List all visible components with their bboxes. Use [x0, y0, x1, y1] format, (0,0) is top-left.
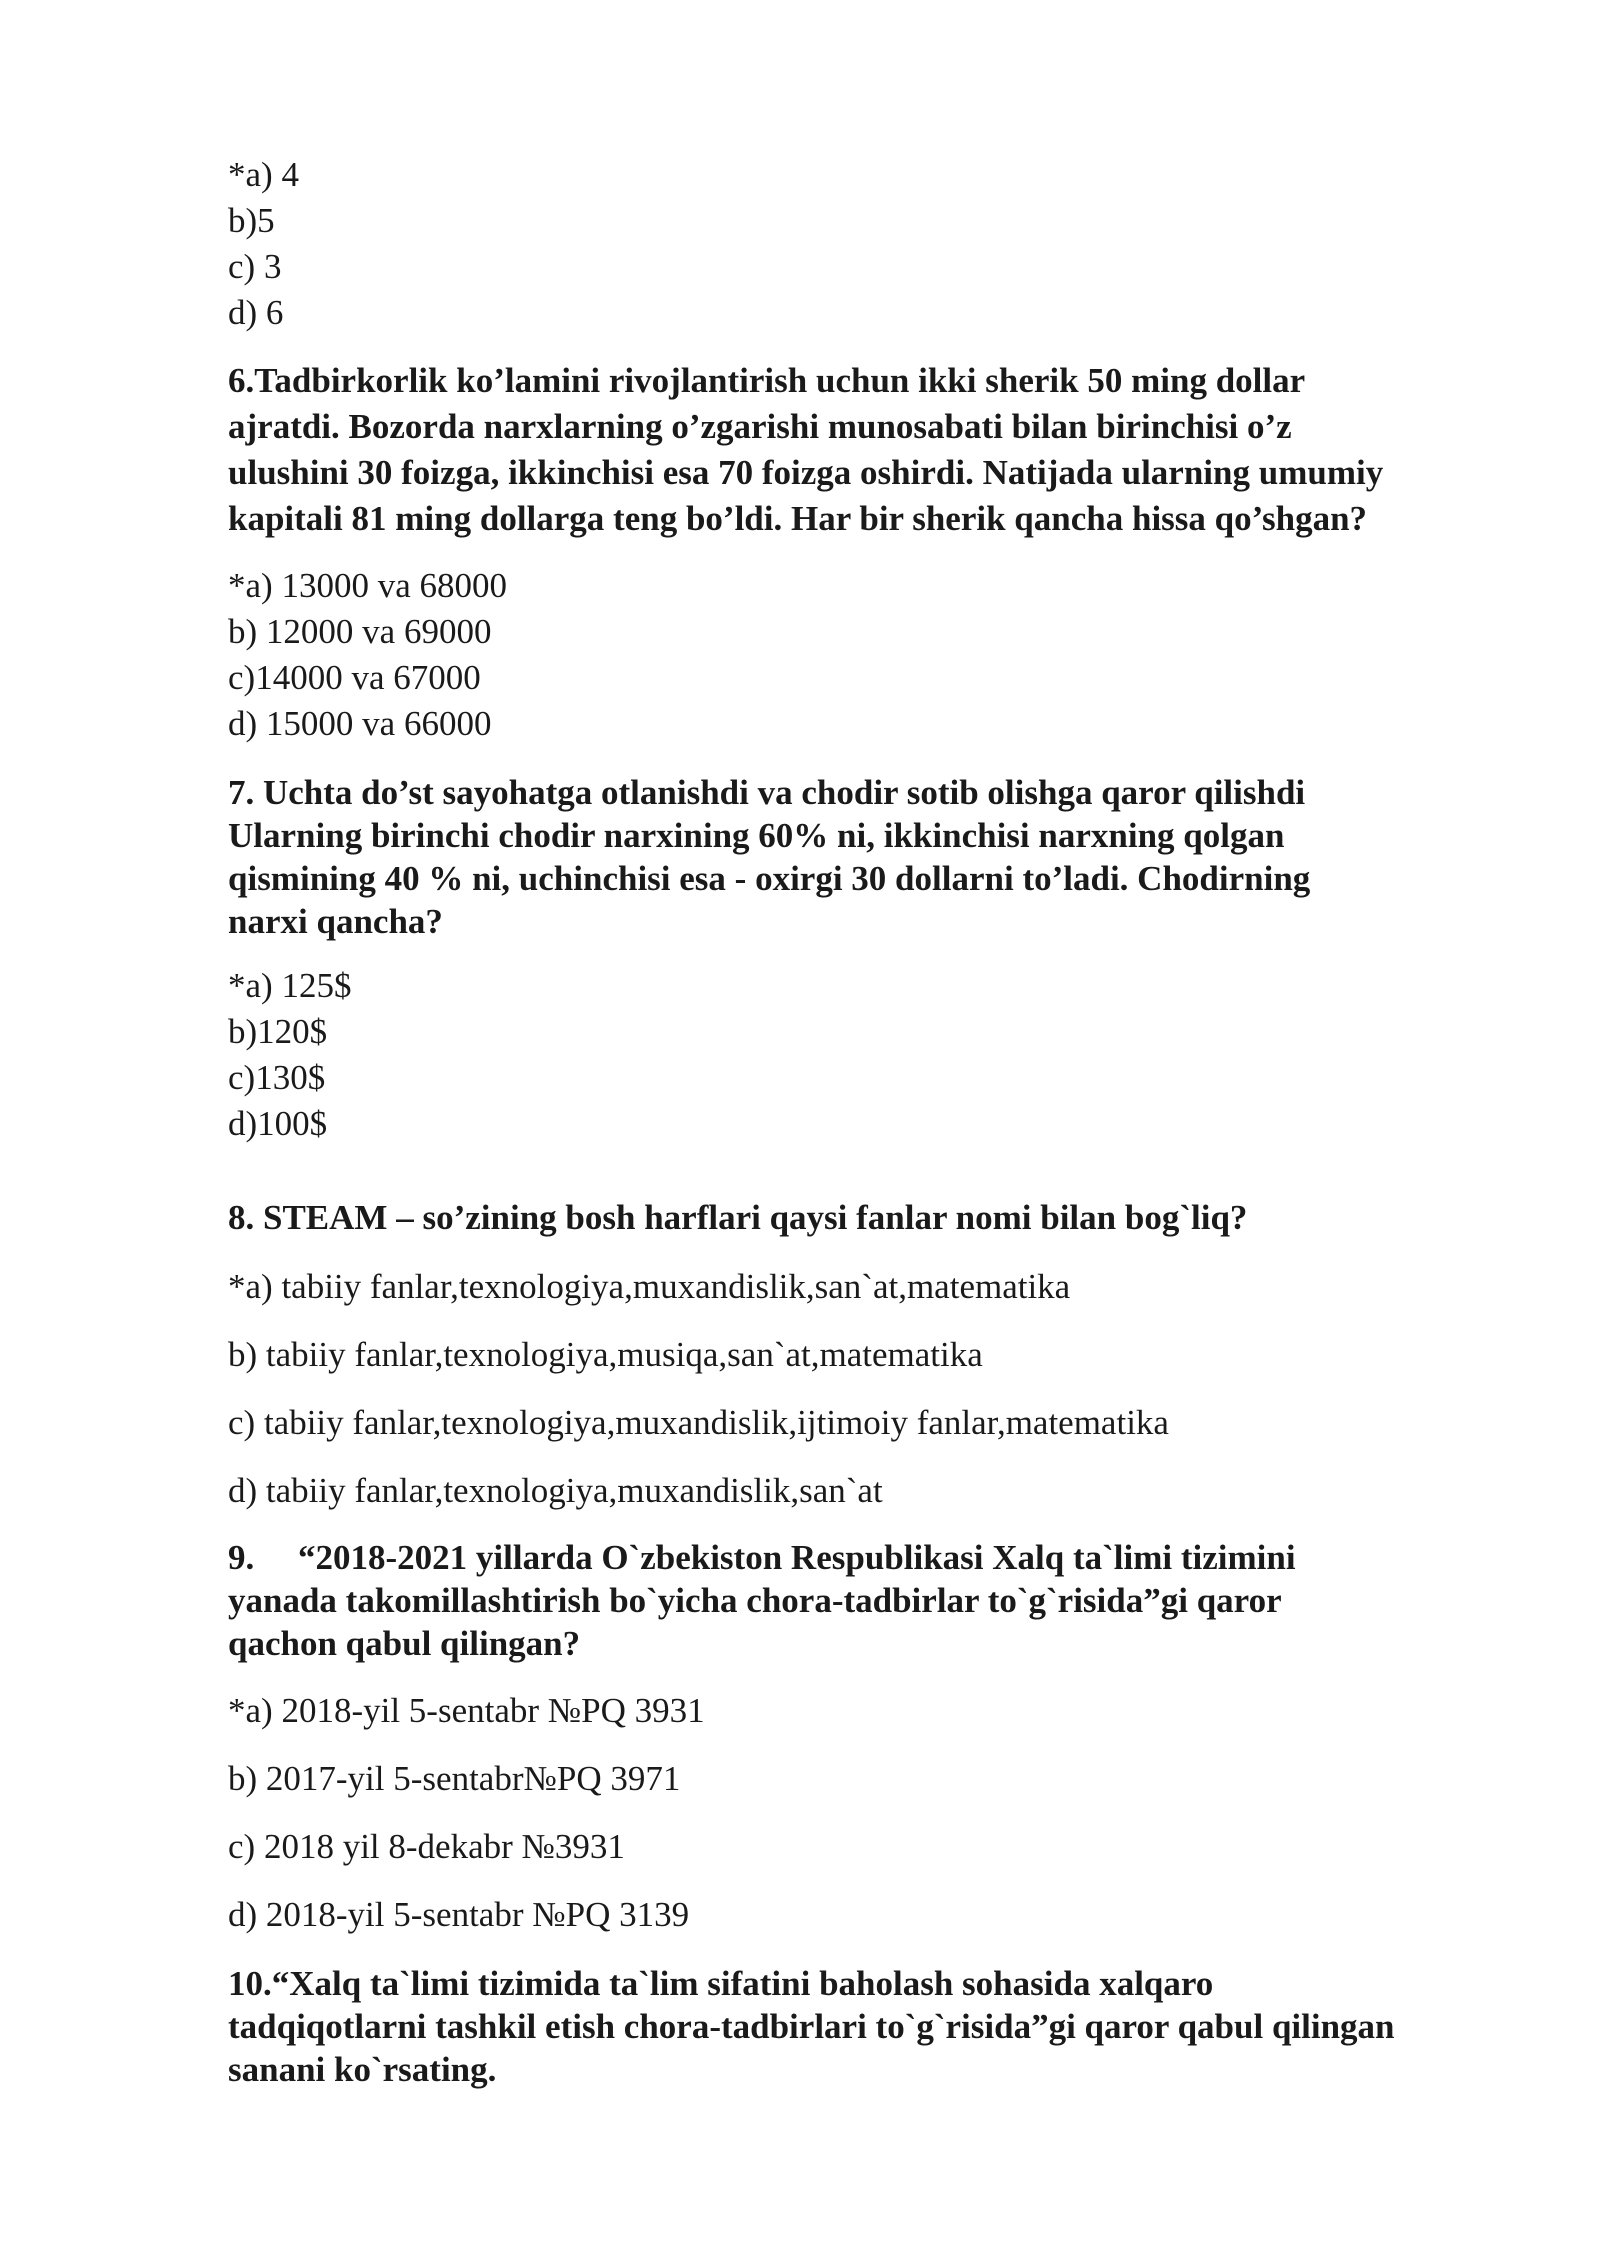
- q6-text-line: 6.Tadbirkorlik ko’lamini rivojlantirish uchun ikki sherik 50 ming dollar: [228, 361, 1306, 400]
- q7-option-d: d)100$: [228, 1104, 328, 1143]
- q9-text-line: qachon qabul qilingan?: [228, 1624, 581, 1663]
- q5-option-a: *a) 4: [228, 155, 299, 194]
- q9-option-b: b) 2017-yil 5-sentabr№PQ 3971: [228, 1759, 681, 1798]
- q9-text-line: [228, 1535, 1296, 1581]
- q10-text-line: 10.“Xalq ta`limi tizimida ta`lim sifatini baholash sohasida xalqaro: [228, 1964, 1214, 2003]
- q7-text-line: Ularning birinchi chodir narxining 60% ni, ikkinchisi narxning qolgan: [228, 816, 1285, 855]
- q5-option-c: c) 3: [228, 247, 282, 286]
- q6-text-line: ajratdi. Bozorda narxlarning o’zgarishi munosabati bilan birinchisi o’z: [228, 407, 1292, 446]
- q10-text-line: tadqiqotlarni tashkil etish chora-tadbirlari to`g`risida”gi qaror qabul qilingan: [228, 2007, 1395, 2046]
- q8-text-line: 8. STEAM – so’zining bosh harflari qaysi fanlar nomi bilan bog`liq?: [228, 1198, 1248, 1237]
- q9-option-a: *a) 2018-yil 5-sentabr №PQ 3931: [228, 1691, 705, 1730]
- q9-option-d: d) 2018-yil 5-sentabr №PQ 3139: [228, 1895, 690, 1934]
- q5-option-d: d) 6: [228, 293, 284, 332]
- q6-text-line: ulushini 30 foizga, ikkinchisi esa 70 foizga oshirdi. Natijada ularning umumiy: [228, 453, 1384, 492]
- q10-text-line: sanani ko`rsating.: [228, 2050, 497, 2089]
- q6-option-a: *a) 13000 va 68000: [228, 566, 507, 605]
- q9-text-first: “2018-2021 yillarda O`zbekiston Respublikasi Xalq ta`limi tizimini: [298, 1538, 1296, 1577]
- q7-text-line: qismining 40 % ni, uchinchisi esa - oxirgi 30 dollarni to’ladi. Chodirning: [228, 859, 1311, 898]
- q8-option-a: *a) tabiiy fanlar,texnologiya,muxandislik,san`at,matematika: [228, 1267, 1071, 1306]
- q7-text-line: 7. Uchta do’st sayohatga otlanishdi va chodir sotib olishga qaror qilishdi: [228, 773, 1306, 812]
- q8-option-d: d) tabiiy fanlar,texnologiya,muxandislik,san`at: [228, 1471, 883, 1510]
- q9-option-c: c) 2018 yil 8-dekabr №3931: [228, 1827, 625, 1866]
- q6-option-c: c)14000 va 67000: [228, 658, 481, 697]
- q7-option-a: *a) 125$: [228, 966, 352, 1005]
- q7-option-b: b)120$: [228, 1012, 328, 1051]
- q6-text-line: kapitali 81 ming dollarga teng bo’ldi. Har bir sherik qancha hissa qo’shgan?: [228, 499, 1368, 538]
- q6-option-b: b) 12000 va 69000: [228, 612, 492, 651]
- q7-text-line: narxi qancha?: [228, 902, 443, 941]
- q9-text-line: yanada takomillashtirish bo`yicha chora-tadbirlar to`g`risida”gi qaror: [228, 1581, 1282, 1620]
- q8-option-b: b) tabiiy fanlar,texnologiya,musiqa,san`at,matematika: [228, 1335, 983, 1374]
- q7-option-c: c)130$: [228, 1058, 326, 1097]
- q6-option-d: d) 15000 va 66000: [228, 704, 492, 743]
- q9-number: 9.: [228, 1538, 255, 1577]
- q5-option-b: b)5: [228, 201, 275, 240]
- q8-option-c: c) tabiiy fanlar,texnologiya,muxandislik,ijtimoiy fanlar,matematika: [228, 1403, 1169, 1442]
